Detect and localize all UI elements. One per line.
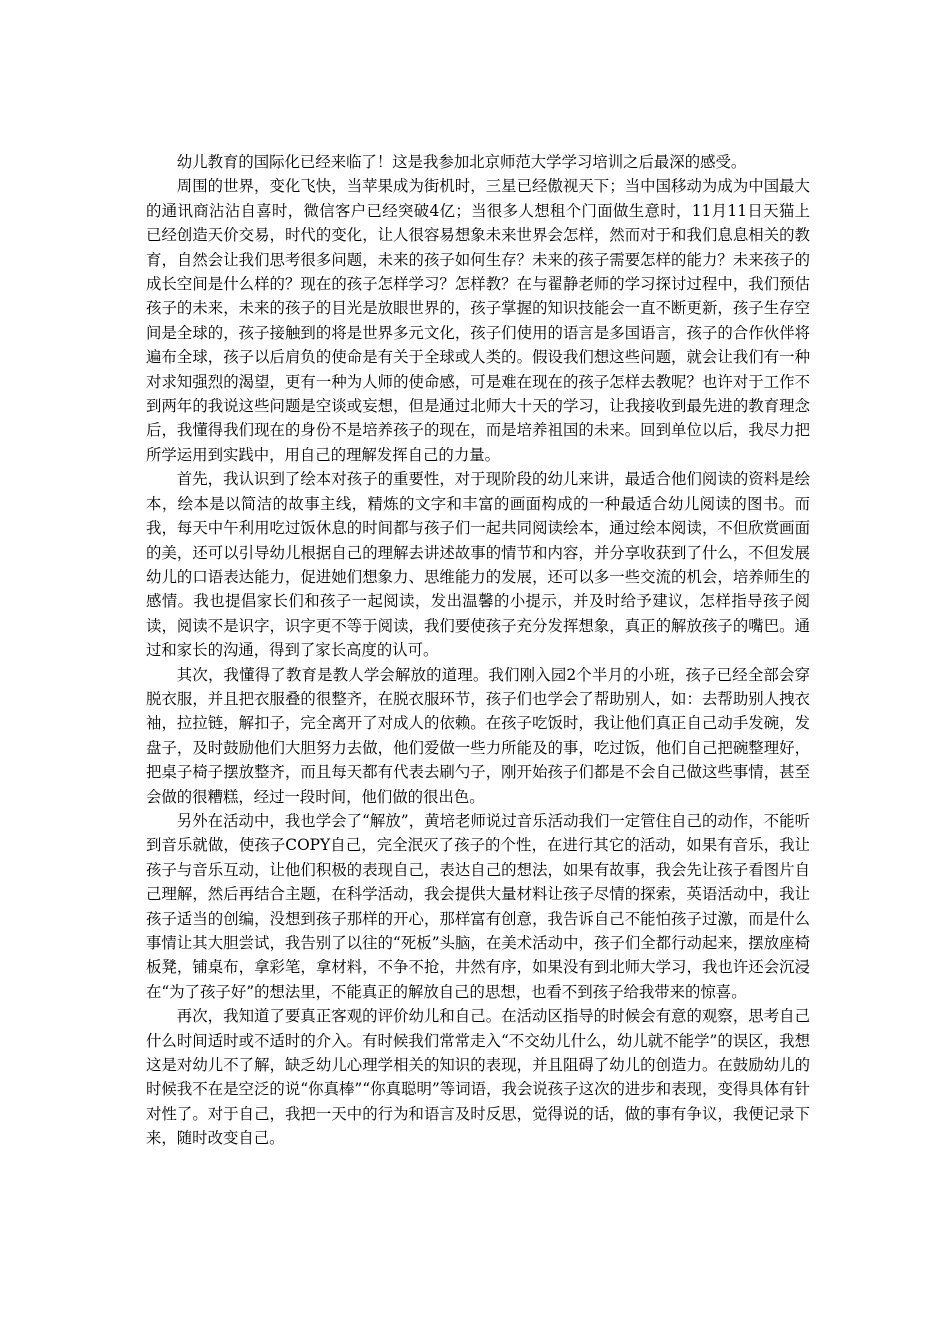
paragraph-intro: 幼儿教育的国际化已经来临了！这是我参加北京师范大学学习培训之后最深的感受。	[176, 153, 747, 171]
article-body	[146, 150, 810, 1151]
paragraph-activities-liberation: 另外在活动中，我也学会了“解放”，黄培老师说过音乐活动我们一定管住自己的动作，不能听到音乐就做，使孩子COPY自己，完全泯灭了孩子的个性，在进行其它的活动，如果有音乐，我让孩子与音乐互动，让他们积极的表现自己，表达自己的想法，如果有故事，我会先让孩子看图片自己理解，然后再结合主题，在科学活动，我会提供大量材料让孩子尽情的探索，英语活动中，我让孩子适当的创编，没想到孩子那样的开心，那样富有创意，我告诉自己不能怕孩子过激，而是什么事情让其大胆尝试，我告别了以往的“死板”头脑，在美术活动中，孩子们全都行动起来，摆放座椅板凳，铺桌布，拿彩笔，拿材料，不争不抢，井然有序，如果没有到北师大学习，我也许还会沉浸在“为了孩子好”的想法里，不能真正的解放自己的思想，也看不到孩子给我带来的惊喜。	[146, 811, 810, 1001]
paragraph-second-independence: 其次，我懂得了教育是教人学会解放的道理。我们刚入园2个半月的小班，孩子已经全部会穿脱衣服，并且把衣服叠的很整齐，在脱衣服环节，孩子们也学会了帮助别人，如：去帮助别人拽衣袖，拉拉链，解扣子，完全离开了对成人的依赖。在孩子吃饭时，我让他们真正自己动手发碗，发盘子，及时鼓励他们大胆努力去做，他们爱做一些力所能及的事，吃过饭，他们自己把碗整理好，把桌子椅子摆放整齐，而且每天都有代表去刷勺子，刚开始孩子们都是不会自己做这些事情，甚至会做的很糟糕，经过一段时间，他们做的很出色。	[146, 665, 810, 806]
paragraph-first-picture-books: 首先，我认识到了绘本对孩子的重要性，对于现阶段的幼儿来讲，最适合他们阅读的资料是绘本，绘本是以简洁的故事主线，精炼的文字和丰富的画面构成的一种最适合幼儿阅读的图书。而我，每天中午利用吃过饭休息的时间都与孩子们一起共同阅读绘本，通过绘本阅读，不但欣赏画面的美，还可以引导幼儿根据自己的理解去讲述故事的情节和内容，并分享收获到了什么，不但发展幼儿的口语表达能力，促进她们想象力、思维能力的发展，还可以多一些交流的机会，培养师生的感情。我也提倡家长们和孩子一起阅读，发出温馨的小提示，并及时给予建议，怎样指导孩子阅读，阅读不是识字，识字更不等于阅读，我们要使孩子充分发挥想象，真正的解放孩子的嘴巴。通过和家长的沟通，得到了家长高度的认可。	[146, 470, 810, 660]
paragraph-third-evaluation: 再次，我知道了要真正客观的评价幼儿和自己。在活动区指导的时候会有意的观察，思考自己什么时间适时或不适时的介入。有时候我们常常走入“不交幼儿什么，幼儿就不能学”的误区，我想这是对幼儿不了解，缺乏幼儿心理学相关的知识的表现，并且阻碍了幼儿的创造力。在鼓励幼儿的时候我不在是空泛的说“你真棒”“你真聪明”等词语，我会说孩子这次的进步和表现，变得具体有针对性了。对于自己，我把一天中的行为和语言及时反思，觉得说的话，做的事有争议，我便记录下来，随时改变自己。	[146, 1007, 810, 1148]
paragraph-background: 周围的世界，变化飞快，当苹果成为街机时，三星已经傲视天下；当中国移动为成为中国最大的通讯商沾沾自喜时，微信客户已经突破4亿；当很多人想租个门面做生意时，11月11日天猫上已经创造天价交易，时代的变化，让人很容易想象未来世界会怎样，然而对于和我们息息相关的教育，自然会让我们思考很多问题，未来的孩子如何生存？未来的孩子需要怎样的能力？未来孩子的成长空间是什么样的？现在的孩子怎样学习？怎样教？在与翟静老师的学习探讨过程中，我们预估孩子的未来，未来的孩子的目光是放眼世界的，孩子掌握的知识技能会一直不断更新，孩子生存空间是全球的，孩子接触到的将是世界多元文化，孩子们使用的语言是多国语言，孩子的合作伙伴将遍布全球，孩子以后肩负的使命是有关于全球或人类的。假设我们想这些问题，就会让我们有一种对求知强烈的渴望，更有一种为人师的使命感，可是难在现在的孩子怎样去教呢？也许对于工作不到两年的我说这些问题是空谈或妄想，但是通过北师大十天的学习，让我接收到最先进的教育理念后，我懂得我们现在的身份不是培养孩子的现在，而是培养祖国的未来。回到单位以后，我尽力把所学运用到实践中，用自己的理解发挥自己的力量。	[146, 177, 810, 464]
